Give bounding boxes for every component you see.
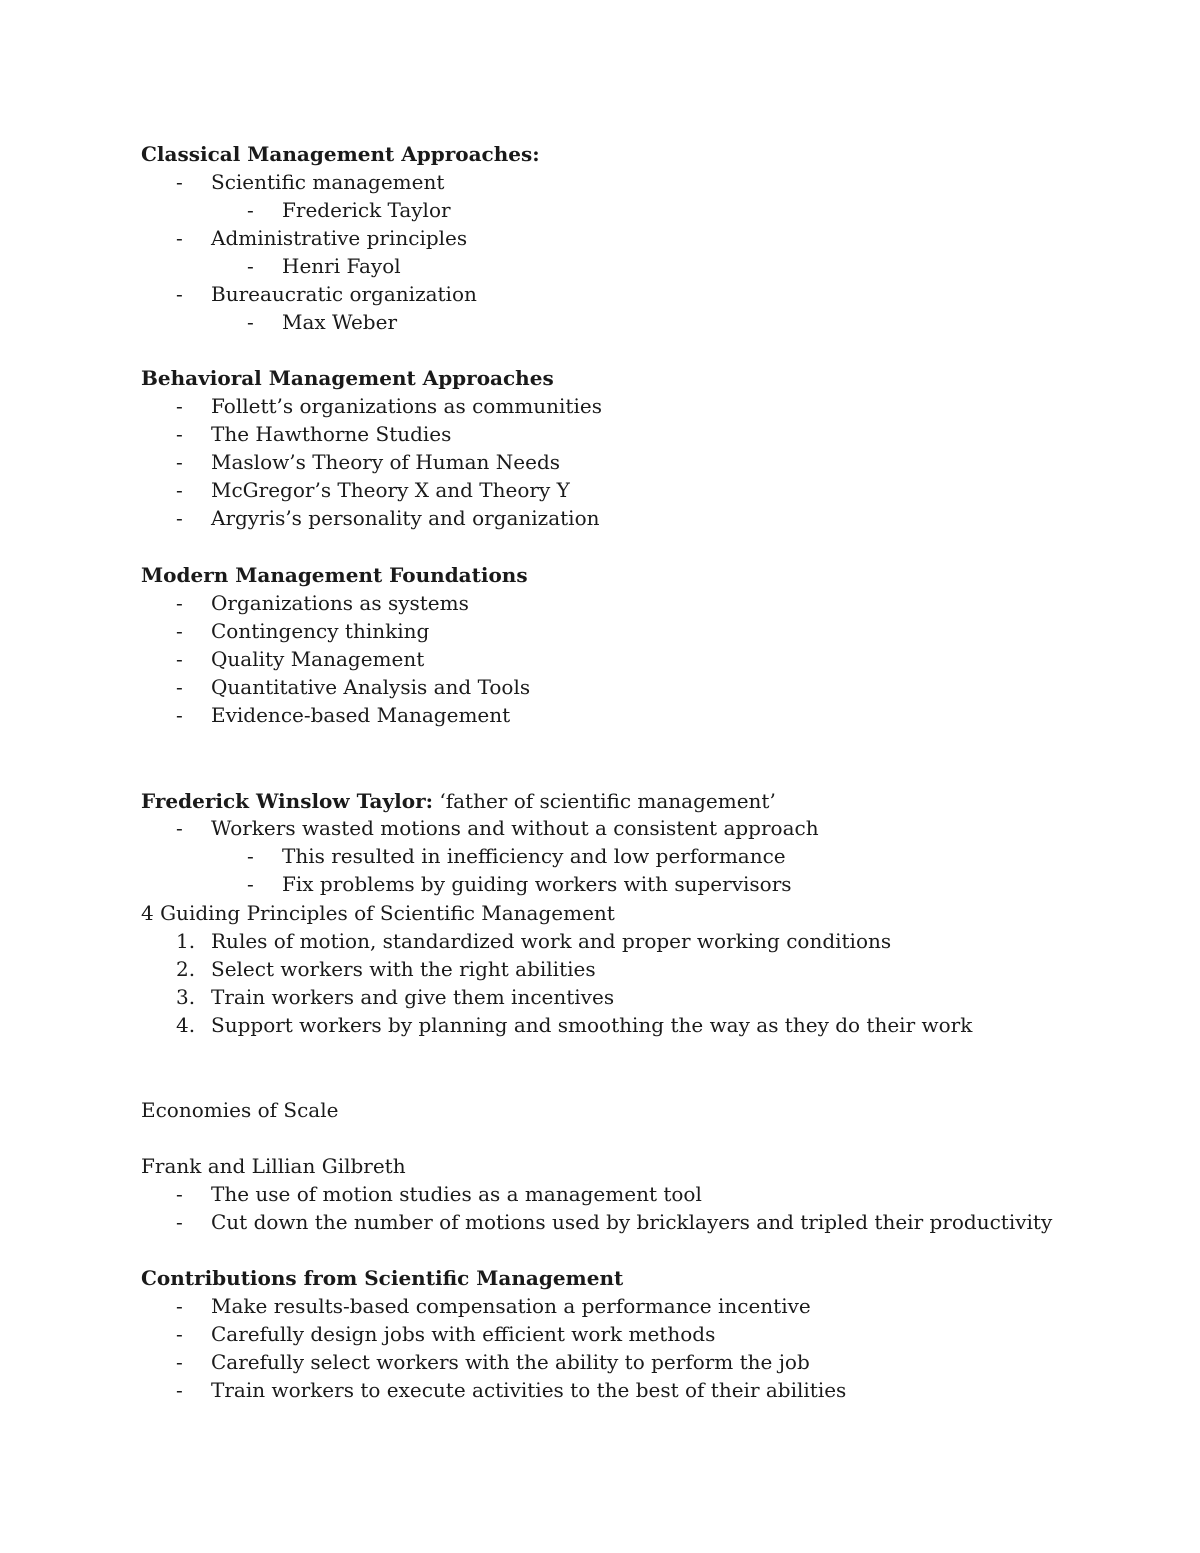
sub-list-item-text: Frederick Taylor: [282, 198, 451, 222]
list-item-text: Carefully design jobs with efficient work methods: [211, 1322, 716, 1346]
dash-marker: -: [176, 282, 183, 306]
number-marker: 1.: [176, 929, 196, 953]
dash-marker: -: [247, 310, 254, 334]
list-item-text: Organizations as systems: [211, 591, 469, 615]
taylor-heading: [141, 787, 776, 815]
dash-marker: -: [176, 450, 183, 474]
dash-marker: -: [176, 478, 183, 502]
section-heading: Classical Management Approaches:: [141, 142, 540, 166]
list-item-text: Contingency thinking: [211, 619, 430, 643]
list-item-text: Cut down the number of motions used by bricklayers and tripled their productivity: [211, 1210, 1053, 1234]
taylor-heading-name: Frederick Winslow Taylor:: [141, 789, 433, 813]
gilbreth-title: Frank and Lillian Gilbreth: [141, 1154, 406, 1178]
numbered-item-text: Support workers by planning and smoothing the way as they do their work: [211, 1013, 973, 1037]
dash-marker: -: [176, 647, 183, 671]
dash-marker: -: [176, 1350, 183, 1374]
list-item-text: The use of motion studies as a management tool: [211, 1182, 702, 1206]
dash-marker: -: [176, 703, 183, 727]
economies-text: Economies of Scale: [141, 1098, 339, 1122]
dash-marker: -: [176, 1182, 183, 1206]
dash-marker: -: [176, 816, 183, 840]
dash-marker: -: [176, 422, 183, 446]
dash-marker: -: [176, 170, 183, 194]
list-item-text: Maslow’s Theory of Human Needs: [211, 450, 561, 474]
sub-list-item-text: This resulted in inefficiency and low performance: [282, 844, 786, 868]
sub-list-item-text: Fix problems by guiding workers with supervisors: [282, 872, 792, 896]
list-item-text: McGregor’s Theory X and Theory Y: [211, 478, 570, 502]
list-item-text: Carefully select workers with the ability to perform the job: [211, 1350, 810, 1374]
list-item-text: Scientific management: [211, 170, 445, 194]
number-marker: 3.: [176, 985, 196, 1009]
dash-marker: -: [247, 844, 254, 868]
dash-marker: -: [176, 619, 183, 643]
list-item-text: Quality Management: [211, 647, 425, 671]
section-heading: Contributions from Scientific Management: [141, 1266, 624, 1290]
dash-marker: -: [176, 1210, 183, 1234]
principles-title: 4 Guiding Principles of Scientific Management: [141, 901, 615, 925]
dash-marker: -: [176, 1378, 183, 1402]
list-item-text: Bureaucratic organization: [211, 282, 477, 306]
list-item-text: Administrative principles: [211, 226, 468, 250]
dash-marker: -: [176, 226, 183, 250]
list-item-text: Follett’s organizations as communities: [211, 394, 602, 418]
dash-marker: -: [176, 1294, 183, 1318]
list-item-text: Evidence-based Management: [211, 703, 511, 727]
list-item-text: Workers wasted motions and without a consistent approach: [211, 816, 819, 840]
numbered-item-text: Rules of motion, standardized work and proper working conditions: [211, 929, 892, 953]
number-marker: 2.: [176, 957, 196, 981]
numbered-item-text: Select workers with the right abilities: [211, 957, 596, 981]
dash-marker: -: [247, 872, 254, 896]
numbered-item-text: Train workers and give them incentives: [211, 985, 615, 1009]
list-item-text: Train workers to execute activities to the best of their abilities: [211, 1378, 847, 1402]
dash-marker: -: [176, 675, 183, 699]
dash-marker: -: [176, 591, 183, 615]
dash-marker: -: [176, 394, 183, 418]
section-heading: Modern Management Foundations: [141, 563, 528, 587]
number-marker: 4.: [176, 1013, 196, 1037]
dash-marker: -: [176, 506, 183, 530]
sub-list-item-text: Henri Fayol: [282, 254, 401, 278]
list-item-text: Argyris’s personality and organization: [211, 506, 600, 530]
dash-marker: -: [176, 1322, 183, 1346]
section-heading: Behavioral Management Approaches: [141, 366, 554, 390]
list-item-text: Quantitative Analysis and Tools: [211, 675, 531, 699]
dash-marker: -: [247, 198, 254, 222]
list-item-text: Make results-based compensation a performance incentive: [211, 1294, 811, 1318]
sub-list-item-text: Max Weber: [282, 310, 397, 334]
dash-marker: -: [247, 254, 254, 278]
taylor-heading-epithet: ‘father of scientific management’: [439, 789, 776, 813]
list-item-text: The Hawthorne Studies: [211, 422, 452, 446]
